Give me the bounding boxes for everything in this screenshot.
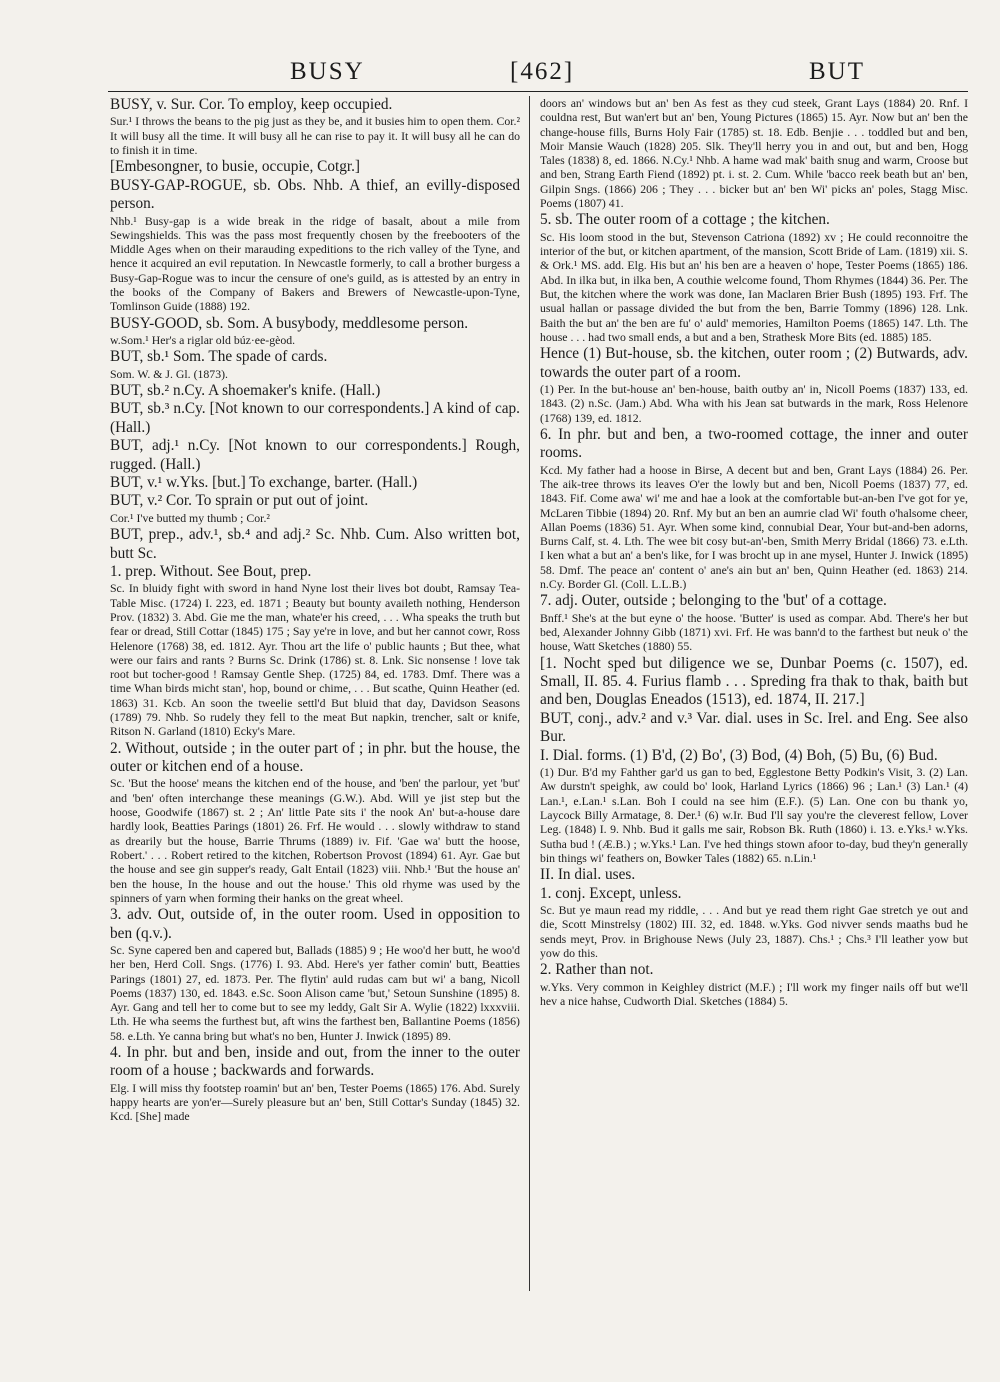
quotation-paragraph: Bnff.¹ She's at the but eyne o' the hoose. 'Butter' is used as compar. Abd. There's her but bed, Alexander Johnny Gibb (1871) xvi. Frf. He was bann'd to the farthest but neuk o' the house, Watt Sketches (1880) 55.: [540, 610, 968, 654]
column-divider: [529, 96, 530, 1291]
quotation-paragraph: Som. W. & J. Gl. (1873).: [110, 366, 228, 381]
entry-paragraph: BUT, sb.¹ Som. The spade of cards.: [110, 348, 328, 366]
entry-paragraph: BUSY, v. Sur. Cor. To employ, keep occupied.: [110, 96, 393, 113]
entry-paragraph: BUT, v.¹ w.Yks. [but.] To exchange, barter. (Hall.): [110, 474, 418, 492]
quotation-paragraph: w.Som.¹ Her's a riglar old búz·ee-gèod.: [110, 333, 296, 347]
entry-paragraph: Hence (1) But-house, sb. the kitchen, outer room ; (2) Butwards, adv. towards the outer part of a room.: [540, 345, 968, 381]
quotation-paragraph: (1) Dur. B'd my Fahther gar'd us gan to bed, Egglestone Betty Podkin's Visit, 3. (2) Lan. Aw durstn't speighk, aw could bo' look, Harland Lyrics (1866) 96 ; Lan.¹ (3) Lan.¹ (4) Lan.¹, e.Lan.¹ s.Lan. Boh I could na see him (E.F.). (5) Lan. One con bu thank yo, Laycock Billy Armatage, 8. Der.¹ (6) w.Ir. Bud I'll say you're the cleverest fellow, Lover Leg. (1848) I. 9. Nhb. Bud it galls me sair, Robson Bk. Ruth (1860) i. 13. e.Yks.¹ w.Yks. Sutha bud ! (Æ.B.) ; w.Yks.¹ Lan. I've hed things stown afoor to-day, bud they'n generally bin things wi' feathers on, Bowker Tales (1882) 65. n.Lin.¹: [540, 765, 968, 865]
entry-paragraph: BUT, adj.¹ n.Cy. [Not known to our correspondents.] Rough, rugged. (Hall.): [110, 437, 520, 473]
entry-paragraph: 2. Rather than not.: [540, 961, 654, 979]
quotation-paragraph: w.Yks. Very common in Keighley district (M.F.) ; I'll work my finger nails off but we'll hev a nice hahse, Cudworth Dial. Sketches (1884) 5.: [540, 979, 968, 1008]
entry-paragraph: 1. conj. Except, unless.: [540, 884, 682, 902]
entry-paragraph: [Embesongner, to busie, occupie, Cotgr.]: [110, 158, 361, 176]
quotation-paragraph: Kcd. My father had a hoose in Birse, A decent but and ben, Grant Lays (1884) 26. Per. The aik-tree throws its leaves O'er the lowly but and ben, Nicoll Poems (1837) 77, ed. 1843. Fif. Come awa' wi' me and hae a look at the comfortable but-an-ben I've got for ye, McLaren Tibbie (1894) 20. Rnf. My but an ben an aumrie clad Wi' fouth o'halsome cheer, Allan Poems (1836) 51. Ayr. When some kind, connubial Dear, Your but-and-ben adorns, Burns Calf, st. 4. Lth. The wee bit cosy but-an'-ben, Smith Merry Bridal (1866) 73. e.Lth. I ken what a but an' a ben's like, for I was brocht up in ane mysel, Hunter J. Inwick (1895) 58. Dmf. The peace an' content o' ane's ain but an' ben, Quinn Heather (ed. 1863) 214. n.Cy. Border Gl. (Coll. L.L.B.): [540, 462, 968, 592]
quotation-paragraph: Sc. In bluidy fight with sword in hand Nyne lost their lives bot doubt, Ramsay Tea-Table Misc. (1724) I. 223, ed. 1871 ; Beauty but bounty availeth nothing, Henderson Prov. (1832) 3. Abd. Gie me the man, whate'er his creed, . . . Wha speaks the truth but fear or dread, Still Cottar (1845) 175 ; Say ye're in love, and but her cannot cowr, Ross Helenore (1768) 38, ed. 1812. Ayr. Thou art the life o' public haunts ; But thee, what were our fairs and rants ? Burns Sc. Drink (1786) st. 8. Lnk. Sic nonsense ! love tak root but tocher-good ! Ramsay Gentle Shep. (1725) 84, ed. 1783. Dmf. There was a time Whan birds micht stan', hop, bound or chime, . . . But scathe, Quinn Heather (ed. 1863) 31. Kcb. An soon the tweelie settl'd But bluid that day, Davidson Seasons (1789) 79. Nhb. So rudely they fell to the meat But napkin, trencher, salt or knife, Ritson N. Garland (1810) Ecky's Mare.: [110, 581, 520, 739]
page-header: [95, 52, 905, 92]
header-left-headword: BUSY: [290, 58, 365, 85]
left-column: [110, 96, 520, 1362]
entry-paragraph: BUT, sb.² n.Cy. A shoemaker's knife. (Hall.): [110, 382, 381, 399]
entry-paragraph: BUT, sb.³ n.Cy. [Not known to our correspondents.] A kind of cap. (Hall.): [110, 400, 520, 436]
quotation-paragraph: (1) Per. In the but-house an' ben-house, baith outby an' in, Nicoll Poems (1837) 133, ed. 1843. (2) n.Sc. (Jam.) Abd. Wha with his Jean sat butwards in the mark, Ross Helenore (1768) 139, ed. 1812.: [540, 381, 968, 425]
entry-paragraph: 2. Without, outside ; in the outer part of ; in phr. but the house, the outer or kitchen end of a house.: [110, 739, 520, 776]
entry-paragraph: BUSY-GOOD, sb. Som. A busybody, meddlesome person.: [110, 314, 469, 332]
entry-paragraph: BUT, conj., adv.² and v.³ Var. dial. uses in Sc. Irel. and Eng. See also Bur.: [540, 709, 968, 746]
quotation-paragraph: Nhb.¹ Busy-gap is a wide break in the ridge of basalt, about a mile from Sewingshields. This was the pass most frequently chosen by the freebooters of the Middle Ages when on their marauding expeditions to the rich valley of the Tyne, and hence it acquired an evil reputation. In Newcastle formerly, to call a brother burgess a Busy-Gap-Rogue was to incur the censure of one's guild, as is attested by an entry in the books of the Company of Bakers and Brewers of Newcastle-upon-Tyne, Tomlinson Guide (1888) 192.: [110, 213, 520, 314]
entry-paragraph: 1. prep. Without. See Bout, prep.: [110, 562, 312, 580]
entry-paragraph: 7. adj. Outer, outside ; belonging to the 'but' of a cottage.: [540, 592, 887, 610]
quotation-paragraph: Sc. His loom stood in the but, Stevenson Catriona (1892) xv ; He could reconnoitre the interior of the but, or kitchen apartment, of the mansion, Scott Bride of Lam. (1819) xii. S. & Ork.¹ MS. add. Elg. His but an' his ben are a heaven o' hope, Tester Poems (1865) 186. Abd. In ilka but, in ilka ben, A couthie welcome found, Thom Rhymes (1844) 36. Per. The But, the kitchen where the work was done, Ian Maclaren Brier Bush (1895) 193. Frf. The usual hallan or passage divided the but from the ben, Barrie Tommy (1896) 128. Lnk. Baith the but an' the ben are fu' o' auld' memories, Hamilton Poems (1865) 147. Lth. The house . . . had two small ends, a but and a ben, Strathesk More Bits (ed. 1885) 185.: [540, 229, 968, 344]
header-rule: [108, 91, 968, 92]
entry-paragraph: 4. In phr. but and ben, inside and out, from the inner to the outer room of a house ; backwards and forwards.: [110, 1044, 520, 1080]
entry-paragraph: 5. sb. The outer room of a cottage ; the kitchen.: [540, 211, 830, 229]
entry-paragraph: [1. Nocht sped but diligence we se, Dunbar Poems (c. 1507), ed. Small, II. 85. 4. Furius flamb . . . Spreding fra thak to thak, baith but and ben, Douglas Eneados (1513), ed. 1874, II. 217.]: [540, 654, 968, 709]
quotation-paragraph: Sc. But ye maun read my riddle, . . . And but ye read them right Gae stretch ye out and die, Scott Minstrelsy (1802) III. 32, ed. 1848. w.Yks. God nivver sends maaths bud he sends meyt, Prov. in Brighouse News (July 23, 1887). Chs.¹ ; Chs.³ I'll leather yow but yow do this.: [540, 902, 968, 960]
entry-paragraph: I. Dial. forms. (1) B'd, (2) Bo', (3) Bod, (4) Boh, (5) Bu, (6) Bud.: [540, 746, 938, 764]
header-right-headword: BUT: [809, 58, 865, 85]
entry-paragraph: 6. In phr. but and ben, a two-roomed cottage, the inner and outer rooms.: [540, 425, 968, 462]
quotation-paragraph: Sc. Syne capered ben and capered but, Ballads (1885) 9 ; He woo'd her butt, he woo'd her ben, Herd Coll. Sngs. (1776) I. 93. Abd. Here's yer father comin' butt, Beatties Parings (1801) 27, ed. 1873. Per. The flytin' auld rudas cam but wi' a bang, Nicoll Poems (1837) 130, ed. 1843. e.Sc. Soon Alison came 'but,' Setoun Sunshine (1895) 8. Ayr. Gang and tell her to come but to see my leddy, Galt Sir A. Wylie (1822) lxxxviii. Lth. He wha seems the furthest but, aft wins the farthest ben, Ballantine Poems (1856) 58. e.Lth. Ye canna bring but what's no ben, Hunter J. Inwick (1895) 89.: [110, 942, 520, 1043]
entry-paragraph: 3. adv. Out, outside of, in the outer room. Used in opposition to ben (q.v.).: [110, 906, 520, 942]
entry-paragraph: II. In dial. uses.: [540, 866, 636, 884]
entry-paragraph: BUT, prep., adv.¹, sb.⁴ and adj.² Sc. Nhb. Cum. Also written bot, butt Sc.: [110, 526, 520, 562]
quotation-paragraph: Sur.¹ I throws the beans to the pig just as they be, and it busies him to open them. Cor.² It will busy all the time. It will busy all he can rise to pay it. It will busy all he can do to finish it in time.: [110, 114, 520, 157]
quotation-paragraph: Elg. I will miss thy footstep roamin' but an' ben, Tester Poems (1865) 176. Abd. Surely happy hearts are yon'er—Surely pleasure but an' ben, Still Cottar's Sunday (1845) 32. Kcd. [She] made: [110, 1080, 520, 1124]
entry-paragraph: BUSY-GAP-ROGUE, sb. Obs. Nhb. A thief, an evilly-disposed person.: [110, 176, 520, 213]
entry-paragraph: BUT, v.² Cor. To sprain or put out of joint.: [110, 492, 369, 510]
quotation-paragraph: doors an' windows but an' ben As fest as they cud steek, Grant Lays (1884) 20. Rnf. I couldna rest, But wan'ert but an' ben, Young Pictures (1865) 15. Ayr. Now but an' ben the change-house fills, Burns Holy Fair (1785) st. 18. Edb. Benjie . . . toddled but and ben, Moir Mansie Wauch (1828) 205. Slk. They'll herry you in and out, but and ben, Hogg Tales (1838) 8, ed. 1866. N.Cy.¹ Nhb. A hame wad mak' baith snug and warm, Croose but and ben, Strang Earth Fiend (1892) pt. i. st. 2. Cum. While 'bacco reek beath but an' ben, Gilpin Sngs. (1866) 206 ; They . . . bicker but an' ben Wi' picks an' poles, Stagg Misc. Poems (1807) 41.: [540, 96, 968, 211]
quotation-paragraph: Sc. 'But the hoose' means the kitchen end of the house, and 'ben' the parlour, yet 'but' and 'ben' often interchange these meanings (G.W.). Abd. Will ye jist step but the hoose, Goodwife (1867) st. 2 ; An' little Pate sits i' the nook An' but-a-house dare hardly look, Beatties Parings (1801) 26. Frf. He would . . . slowly withdraw to stand as drearily but the house, Barrie Thrums (1889) iv. Fif. 'Gae wa' butt the hoose, Robert.' . . . Robert retired to the kitchen, Robertson Provost (1894) 61. Ayr. Gae but the house and see gin supper's ready, Galt Entail (1823) viii. Nhb.¹ 'But the house an' ben the house, In the house and out the house.' This old rhyme was used by the spinners of yarn when forming their hanks on the great wheel.: [110, 776, 520, 905]
page-number: [462]: [510, 58, 575, 85]
right-column: [540, 96, 968, 1362]
quotation-paragraph: Cor.¹ I've butted my thumb ; Cor.²: [110, 510, 270, 525]
